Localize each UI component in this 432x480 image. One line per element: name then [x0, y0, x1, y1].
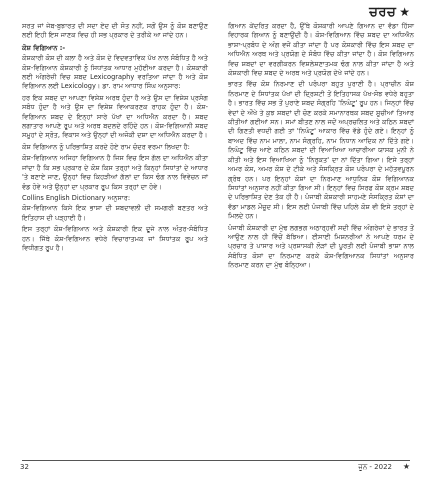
paragraph: ਪੰਜਾਬੀ ਕੋਸ਼ਕਾਰੀ ਦਾ ਮੁੱਢ ਲਗਭਗ ਅਠਾਰ੍ਹਵੀਂ ਸਦੀ ਵਿੱਚ ਅੰਗਰੇਜ਼ਾਂ ਦੇ ਭਾਰਤ ਤੋਂ ਆਉਣ ਨਾਲ ਹੀ ਵਿੱਚੋਂ ਬੱਝਿਆ। ਈਸਾਈ ਮਿਸ਼ਨਰੀਆਂ ਨੇ ਆਪਣੇ ਧਰਮ ਦੇ ਪ੍ਰਚਾਰ ਤੇ ਪਾਸਾਰ ਅਤੇ ਪ੍ਰਸ਼ਾਸਕੀ ਲੋੜਾਂ ਦੀ ਪੂਰਤੀ ਲਈ ਪੰਜਾਬੀ ਭਾਸ਼ਾ ਨਾਲ ਸੰਬੰਧਿਤ ਕੋਸ਼ਾਂ ਦਾ ਨਿਰਮਾਣ ਕਰਕੇ ਕੋਸ਼-ਵਿਗਿਆਨਕ ਸਿਧਾਂਤਾਂ ਅਨੁਸਾਰ ਨਿਰਮਾਣ ਕਰਨ ਦਾ ਮੁੱਢ ਬੰਨ੍ਹਿਆ।	[228, 223, 414, 270]
paragraph: ਕੋਸ਼-ਵਿਗਿਆਨ ਕਿਸੇ ਇਕ ਭਾਸ਼ਾ ਦੀ ਸ਼ਬਦਾਵਲੀ ਦੀ ਸਮਗਰੀ ਬਣਤਰ ਅਤੇ ਇਤਿਹਾਸ ਦੀ ਪੜ੍ਹਾਈ ਹੈ।	[22, 204, 208, 222]
paragraph: ਹਰ ਇਕ ਸ਼ਬਦ ਦਾ ਆਪਣਾ ਵਿਸ਼ੇਸ਼ ਅਰਥ ਹੁੰਦਾ ਹੈ ਅਤੇ ਉਸ ਦਾ ਵਿਸ਼ੇਸ਼ ਪ੍ਰਸੰਗ ਸਬੰਧ ਹੁੰਦਾ ਹੈ ਅਤੇ ਉਸ ਦਾ ਵਿਸ਼ੇਸ਼ ਵਿਆਕਰਣਕ ਰਾਹਕ ਹੁੰਦਾ ਹੈ। ਕੋਸ਼-ਵਿਗਿਆਨ ਸ਼ਬਦ ਦੇ ਇਨ੍ਹਾਂ ਸਾਰੇ ਪੱਖਾਂ ਦਾ ਅਧਿਐਨ ਕਰਦਾ ਹੈ। ਸ਼ਬਦ ਲਗਾਤਾਰ ਆਪਣੇ ਰੂਪ ਅਤੇ ਅਰਥ ਬਦਲਦੇ ਰਹਿੰਦੇ ਹਨ। ਕੋਸ਼-ਵਿਗਿਆਨੀ ਸ਼ਬਦ ਸਮੂਹਾਂ ਦੇ ਸ੍ਰੋਤ, ਵਿਕਾਸ ਅਤੇ ਉਨ੍ਹਾਂ ਦੀ ਅਜੋਕੀ ਦਸ਼ਾ ਦਾ ਅਧਿਐਨ ਕਰਦਾ ਹੈ।	[22, 93, 208, 140]
paragraph: ਕੋਸ਼-ਵਿਗਿਆਨ ਅਜਿਹਾ ਵਿਗਿਆਨ ਹੈ ਜਿਸ ਵਿਚ ਇਸ ਗੱਲ ਦਾ ਅਧਿਐਨ ਕੀਤਾ ਜਾਂਦਾ ਹੈ ਕਿ ਸਭ ਪ੍ਰਕਾਰ ਦੇ ਕੋਸ਼ ਕਿਸ ਤਰ੍ਹਾਂ ਅਤੇ ਕਿਨ੍ਹਾਂ ਸਿਧਾਂਤਾਂ ਦੇ ਆਧਾਰ 'ਤੇ ਬਣਾਏ ਜਾਣ, ਉਨ੍ਹਾਂ ਵਿਚ ਕਿਹੜੀਆਂ ਗੱਲਾਂ ਦਾ ਕਿਸ ਢੰਗ ਨਾਲ ਵਿਵੇਚਨ ਜਾਂ ਵੰਡ ਹੋਵੇ ਅਤੇ ਉਨ੍ਹਾਂ ਦਾ ਪ੍ਰਕਾਰ ਰੂਪ ਕਿਸ ਤਰ੍ਹਾਂ ਦਾ ਹੋਵੇ।	[22, 154, 208, 191]
left-column	[22, 22, 208, 255]
magazine-header	[369, 4, 410, 20]
page-number: 32	[20, 463, 29, 471]
footer-divider	[22, 460, 410, 461]
paragraph: ਭਾਰਤ ਵਿੱਚ ਕੋਸ਼ ਨਿਰਮਾਣ ਦੀ ਪਰੰਪਰਾ ਬਹੁਤ ਪੁਰਾਣੀ ਹੈ। ਪ੍ਰਾਚੀਨ ਕੋਸ਼ ਨਿਰਮਾਣ ਦੇ ਸਿਧਾਂਤਕ ਪੱਖਾਂ ਦੀ ਦ੍ਰਿਸ਼ਟੀ ਤੋਂ ਇਤਿਹਾਸਕ ਪੱਖ-ਸੋਝ ਵਧੇਰੇ ਬਹੁਤਾ ਹੈ। ਭਾਰਤ ਵਿੱਚ ਸਭ ਤੋਂ ਪੁਰਾਣੇ ਸ਼ਬਦ ਸੰਗ੍ਰਹਿ 'ਨਿਘੰਟੂ' ਰੂਪ ਹਨ। ਜਿਨ੍ਹਾਂ ਵਿੱਚ ਵੇਦਾਂ ਦੇ ਔਖੇ ਤੇ ਕੁਝ ਸ਼ਬਦਾਂ ਦੀ ਚੋਣ ਕਰਕੇ ਸਮਾਨਾਰਥਕ ਸ਼ਬਦ ਸੂਚੀਆਂ ਤਿਆਰ ਕੀਤੀਆਂ ਗਈਆਂ ਸਨ। ਸਮਾਂ ਬੀਤਣ ਨਾਲ ਜਦੋਂ ਅਪ੍ਰਚਲਿਤ ਅਤੇ ਕਠਿਨ ਸ਼ਬਦਾਂ ਦੀ ਗਿਣਤੀ ਵਧਦੀ ਗਈ ਤਾਂ 'ਨਿਘੰਟੂ' ਆਕਾਰ ਵਿੱਚ ਵੱਡੇ ਹੁੰਦੇ ਗਏ। ਇਨ੍ਹਾਂ ਨੂੰ ਬਾਅਦ ਵਿੱਚ ਨਾਮ ਮਾਲਾ, ਨਾਮ ਸੰਗ੍ਰਹਿ, ਨਾਮ ਨਿਧਾਨ ਆਦਿਕ ਨਾਂ ਦਿੱਤੇ ਗਏ। ਨਿਘੰਟੂ ਵਿੱਚ ਆਏ ਕਠਿਨ ਸ਼ਬਦਾਂ ਦੀ ਵਿਆਖਿਆ ਆਚਾਰੀਆ ਯਾਸਕ ਮੁਨੀ ਨੇ ਕੀਤੀ ਅਤੇ ਇਸ ਵਿਆਖਿਆ ਨੂੰ 'ਨਿਰੁਕਤ' ਦਾ ਨਾਂ ਦਿੱਤਾ ਗਿਆ। ਇਸੇ ਤਰ੍ਹਾਂ ਅਮਰ ਕੋਸ਼, ਅਮਰ ਕੋਸ਼ ਦੇ ਟੀਕੇ ਅਤੇ ਸੰਸਕ੍ਰਿਤ ਕੋਸ਼ ਪਰੰਪਰਾ ਦੇ ਮਹੱਤਵਪੂਰਨ ਗ੍ਰੰਥ ਹਨ। ਪਰ ਇਨ੍ਹਾਂ ਕੋਸ਼ਾਂ ਦਾ ਨਿਰਮਾਣ ਆਧੁਨਿਕ ਕੋਸ਼ ਵਿਗਿਆਨਕ ਸਿਧਾਂਤਾਂ ਅਨੁਸਾਰ ਨਹੀਂ ਕੀਤਾ ਗਿਆ ਸੀ। ਇਨ੍ਹਾਂ ਵਿਚ ਸਿਰਫ ਕੋਸ਼ ਕ੍ਰਮ ਸ਼ਬਦ ਦੇ ਪਰਿਭਾਸ਼ਿਤ ਦੇਣ ਤੱਕ ਹੀ ਹੈ। ਪੰਜਾਬੀ ਕੋਸ਼ਕਾਰੀ ਸਾਹਮਣੇ ਸੰਸਕ੍ਰਿਤ ਕੋਸ਼ਾਂ ਦਾ ਵੱਡਾ ਮਾਡਲ ਮੌਜੂਦ ਸੀ। ਇਸ ਲਈ ਪੰਜਾਬੀ ਵਿੱਚ ਪਹਿਲੇ ਕੋਸ਼ ਵੀ ਇਸੇ ਤਰ੍ਹਾਂ ਦੇ ਮਿਲਦੇ ਹਨ।	[228, 80, 414, 221]
paragraph: ਕੋਸ਼ਕਾਰੀ ਕੋਸ਼ ਦੀ ਕਲਾ ਹੈ ਅਤੇ ਕੋਸ਼ ਦੇ ਵਿਦਵਤਾਵਿਕ ਪੱਖ ਨਾਲ ਸੰਬੰਧਿਤ ਹੈ ਅਤੇ ਕੋਸ਼-ਵਿਗਿਆਨ ਕੋਸ਼ਕਾਰੀ ਨੂੰ ਸਿਧਾਂਤਕ ਆਧਾਰ ਮੁਹੱਈਆ ਕਰਦਾ ਹੈ। ਕੋਸ਼ਕਾਰੀ ਲਈ ਅੰਗਰੇਜ਼ੀ ਵਿਚ ਸ਼ਬਦ Lexicography ਵਰਤਿਆ ਜਾਂਦਾ ਹੈ ਅਤੇ ਕੋਸ਼ ਵਿਗਿਆਨ ਲਈ Lexicology। ਡਾ. ਰਾਮ ਆਧਾਰ ਸਿੰਘ ਅਨੁਸਾਰ:	[22, 54, 208, 91]
paragraph: ਇਸ ਤਰ੍ਹਾਂ ਕੋਸ਼-ਵਿਗਿਆਨ ਅਤੇ ਕੋਸ਼ਕਾਰੀ ਇਕ ਦੂਜੇ ਨਾਲ ਅੰਤਰ-ਸੰਬੰਧਿਤ ਹਨ। ਜਿੱਥੇ ਕੋਸ਼-ਵਿਗਿਆਨ ਵਧੇਰੇ ਵਿਚਾਰਾਤਮਕ ਜਾਂ ਸਿਧਾਂਤਕ ਰੂਪ ਅਤੇ ਵਿਧੀਗਤ ਰੂਪ ਹੈ।	[22, 225, 208, 252]
magazine-title: ਚਰਚ	[369, 4, 397, 20]
star-icon: ★	[402, 462, 410, 471]
paragraph: ਗਿਆਨ ਕੇਂਦਰਿਤ ਕਰਦਾ ਹੈ, ਉੱਥੇ ਕੋਸ਼ਕਾਰੀ ਆਪਣੇ ਗਿਆਨ ਦਾ ਵੱਡਾ ਹਿੱਸਾ ਵਿਹਾਰਕ ਗਿਆਨ ਨੂੰ ਬਣਾਉਂਦੀ ਹੈ। ਕੋਸ਼-ਵਿਗਿਆਨ ਵਿੱਚ ਸ਼ਬਦ ਦਾ ਅਧਿਐਨ ਭਾਸ਼ਾ-ਪ੍ਰਬੰਧ ਦੇ ਅੰਗ ਵਜੋਂ ਕੀਤਾ ਜਾਂਦਾ ਹੈ ਪਰ ਕੋਸ਼ਕਾਰੀ ਵਿੱਚ ਇਸ ਸ਼ਬਦ ਦਾ ਅਧਿਐਨ ਅਰਥ ਅਤੇ ਪ੍ਰਯੋਗ ਦੇ ਸੰਬੰਧ ਵਿੱਚ ਕੀਤਾ ਜਾਂਦਾ ਹੈ। ਕੋਸ਼ ਵਿਗਿਆਨ ਵਿਚ ਸ਼ਬਦਾਂ ਦਾ ਵਰਗੀਕਰਨ ਵਿਸ਼ਲੇਸ਼ਣਾਤਮਕ ਢੰਗ ਨਾਲ ਕੀਤਾ ਜਾਂਦਾ ਹੈ ਅਤੇ ਕੋਸ਼ਕਾਰੀ ਵਿਚ ਸ਼ਬਦ ਦੇ ਅਰਥ ਅਤੇ ਪ੍ਰਯੋਗ ਦੇਖੇ ਜਾਂਦੇ ਹਨ।	[228, 22, 414, 78]
paragraph: ਸਰਤ ਜਾਂ ਜੇਬ-ਬੁਝਾਰਤ ਦੀ ਸਦਾ ਏਦ ਦੀ ਸੋਤ ਨਹੀਂ, ਸਗੋਂ ਉਸ ਨੂੰ ਕੋਸ਼ ਬਣਾਉਣ ਲਈ ਇਹੀ ਇਸ ਜਾਣਕ ਵਿਚ ਹੀ ਸਭ ਪ੍ਰਕਾਰ ਦੇ ਤਰੀਕੇ ਆ ਜਾਂਦੇ ਹਨ।	[22, 22, 208, 40]
page-footer	[16, 460, 416, 474]
issue-date: ਜੂਨ - 2022	[358, 463, 392, 471]
citation-source: Collins English Dictionary ਅਨੁਸਾਰ:	[22, 193, 131, 202]
right-column	[228, 22, 414, 273]
section-heading: ਕੋਸ਼ ਵਿਗਿਆਨ :-	[22, 43, 66, 52]
star-icon: ★	[399, 5, 410, 19]
paragraph: ਕੋਸ਼ ਵਿਗਿਆਨ ਨੂੰ ਪਰਿਭਾਸ਼ਿਤ ਕਰਦੇ ਹੋਏ ਰਾਮ ਚੰਦਰ ਵਰਮਾ ਲਿਖਦਾ ਹੈ:	[22, 142, 190, 151]
